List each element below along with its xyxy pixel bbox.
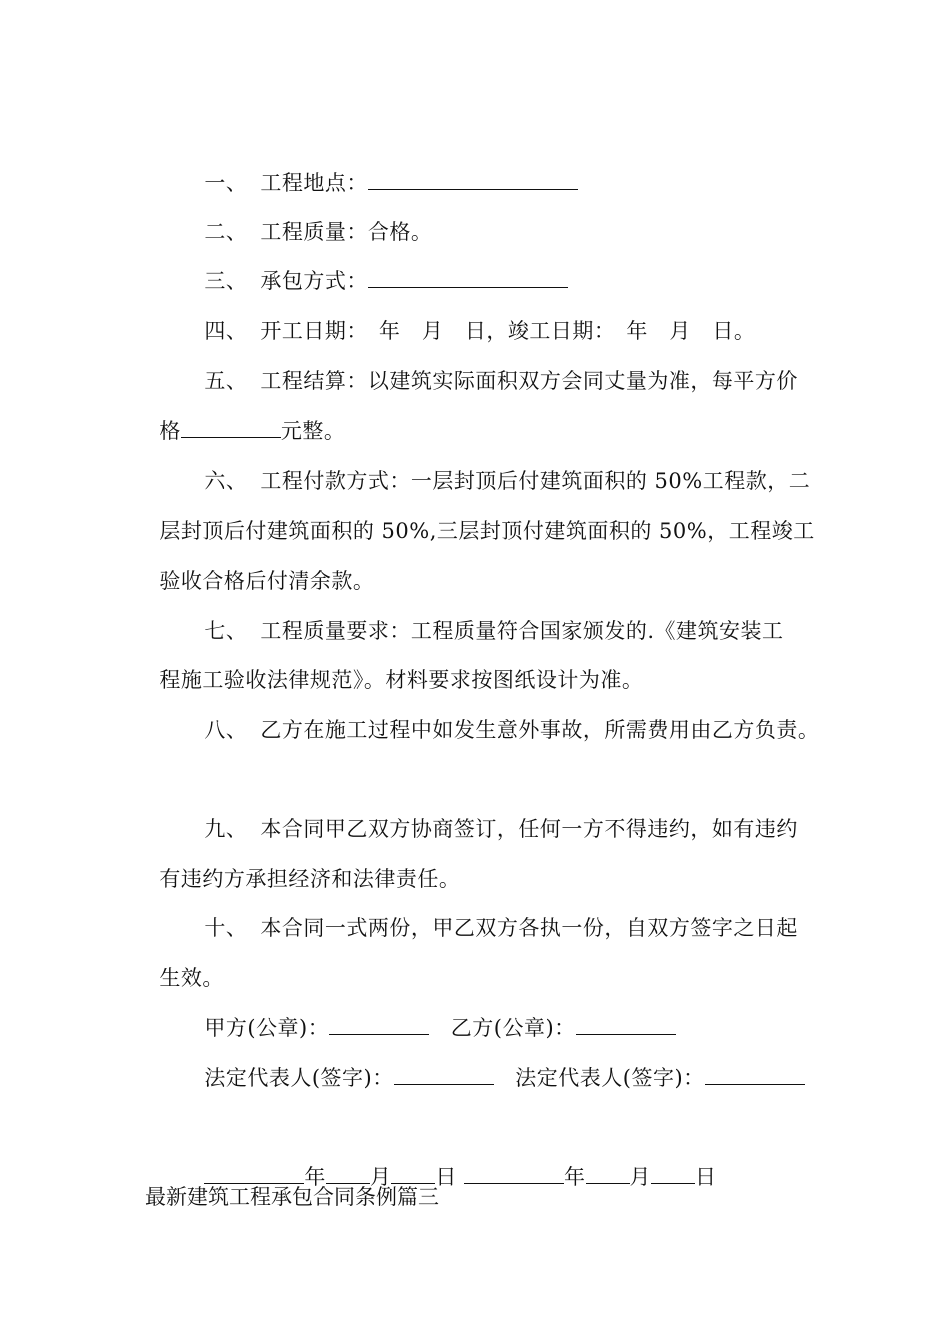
- clause-text: 生效。: [159, 966, 224, 990]
- clause-text: 有违约方承担经济和法律责任。: [159, 867, 461, 891]
- clause-number: 二、: [204, 220, 248, 244]
- clause-number: 一、: [204, 171, 248, 195]
- year-label: 年: [304, 1165, 326, 1189]
- clause-text: 乙方在施工过程中如发生意外事故，所需费用由乙方负责。: [260, 718, 820, 742]
- clause-number: 五、: [204, 369, 248, 393]
- representative-line: [190, 1033, 805, 1093]
- clause-text: 工程结算：以建筑实际面积双方会同丈量为准，每平方价: [260, 369, 798, 393]
- blank-line: [181, 417, 281, 438]
- clause-number: 三、: [204, 269, 248, 293]
- blank-line: [394, 1064, 494, 1085]
- blank-line: [705, 1064, 805, 1085]
- blank-line: [586, 1163, 630, 1184]
- blank-line: [464, 1163, 564, 1184]
- blank-line: [326, 1163, 370, 1184]
- clause-text: 验收合格后付清余款。: [159, 569, 375, 593]
- year-label: 年: [564, 1165, 586, 1189]
- clause-text: 本合同甲乙双方协商签订，任何一方不得违约，如有违约: [260, 817, 798, 841]
- section-heading: 最新建筑工程承包合同条例篇三: [145, 1185, 439, 1209]
- clause-text: 层封顶后付建筑面积的 50%,三层封顶付建筑面积的 50%，工程竣工: [159, 519, 815, 543]
- month-label: 月: [629, 1165, 652, 1189]
- clause-text: 工程地点：: [260, 171, 368, 195]
- clause-number: 六、: [204, 469, 248, 493]
- party-b-seal-label: 乙方(公章)：: [450, 1016, 576, 1040]
- blank-line: [576, 1014, 676, 1035]
- blank-line: [651, 1163, 695, 1184]
- clause-text: 工程质量要求：工程质量符合国家颁发的.《建筑安装工: [260, 619, 784, 643]
- clause-text: 工程质量：合格。: [260, 220, 433, 244]
- rep-a-label: 法定代表人(签字)：: [204, 1066, 394, 1090]
- clause-text: 承包方式：: [260, 269, 368, 293]
- clause-10-line-1: [190, 883, 798, 943]
- clause-number: 十、: [204, 916, 248, 940]
- clause-number: 四、: [204, 319, 248, 343]
- clause-8: [190, 685, 819, 745]
- day-label: 日: [435, 1165, 457, 1189]
- blank-line: [329, 1014, 429, 1035]
- clause-number: 八、: [204, 718, 248, 742]
- clause-number: 九、: [204, 817, 248, 841]
- blank-line: [391, 1163, 435, 1184]
- clause-text: 格: [159, 419, 181, 443]
- clause-text: 元整。: [280, 419, 346, 443]
- day-label: 日: [695, 1165, 717, 1189]
- clause-number: 七、: [204, 619, 248, 643]
- clause-text: 开工日期： 年 月 日，竣工日期： 年 月 日。: [260, 319, 756, 343]
- rep-b-label: 法定代表人(签字)：: [515, 1066, 705, 1090]
- clause-text: 程施工验收法律规范》。材料要求按图纸设计为准。: [159, 668, 644, 692]
- party-a-seal-label: 甲方(公章)：: [204, 1016, 330, 1040]
- month-label: 月: [369, 1165, 392, 1189]
- clause-text: 本合同一式两份，甲乙双方各执一份，自双方签字之日起: [260, 916, 798, 940]
- clause-text: 工程付款方式：一层封顶后付建筑面积的 50%工程款，二: [260, 469, 811, 493]
- blank-line: [204, 1163, 304, 1184]
- blank-line: [368, 267, 568, 288]
